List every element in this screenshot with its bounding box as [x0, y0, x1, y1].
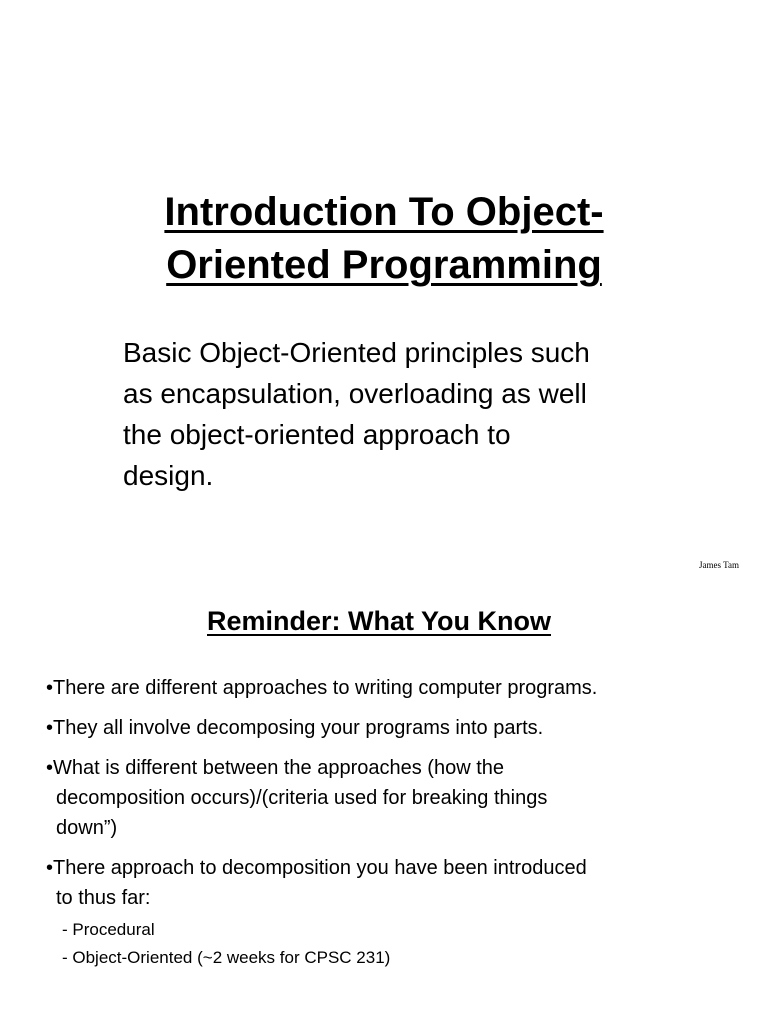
sub-bullet-item: - Object-Oriented (~2 weeks for CPSC 231) — [62, 948, 391, 967]
title-line: Introduction To Object- — [164, 190, 604, 234]
bullet-line: •What is different between the approaches (how the — [46, 757, 505, 779]
subtitle-line: as encapsulation, overloading as well — [123, 378, 587, 409]
bullet-line: •There approach to decomposition you have been introduced — [46, 857, 587, 879]
bullet-item — [46, 713, 756, 743]
author-footer: James Tam — [699, 560, 739, 570]
subtitle-line: Basic Object-Oriented principles such — [123, 337, 590, 368]
slide-title — [0, 603, 758, 639]
bullet-item — [46, 753, 756, 843]
bullet-line: •They all involve decomposing your programs into parts. — [46, 717, 544, 739]
subtitle-line: design. — [123, 460, 214, 491]
slide-title — [0, 186, 768, 292]
bullet-list — [46, 673, 756, 982]
sub-bullet-item: - Procedural — [62, 920, 155, 939]
bullet-line: •There are different approaches to writing computer programs. — [46, 677, 598, 699]
bullet-line: to thus far: — [56, 887, 151, 909]
bullet-item — [46, 853, 756, 972]
sub-bullet-list — [46, 916, 756, 972]
bullet-line: down”) — [56, 817, 118, 839]
slide-title-text: Reminder: What You Know — [207, 606, 551, 636]
bullet-line: decomposition occurs)/(criteria used for breaking things — [56, 787, 548, 809]
slide-subtitle — [123, 332, 683, 496]
title-line: Oriented Programming — [166, 243, 602, 287]
slide-2 — [0, 585, 768, 1024]
subtitle-line: the object-oriented approach to — [123, 419, 511, 450]
bullet-item — [46, 673, 756, 703]
